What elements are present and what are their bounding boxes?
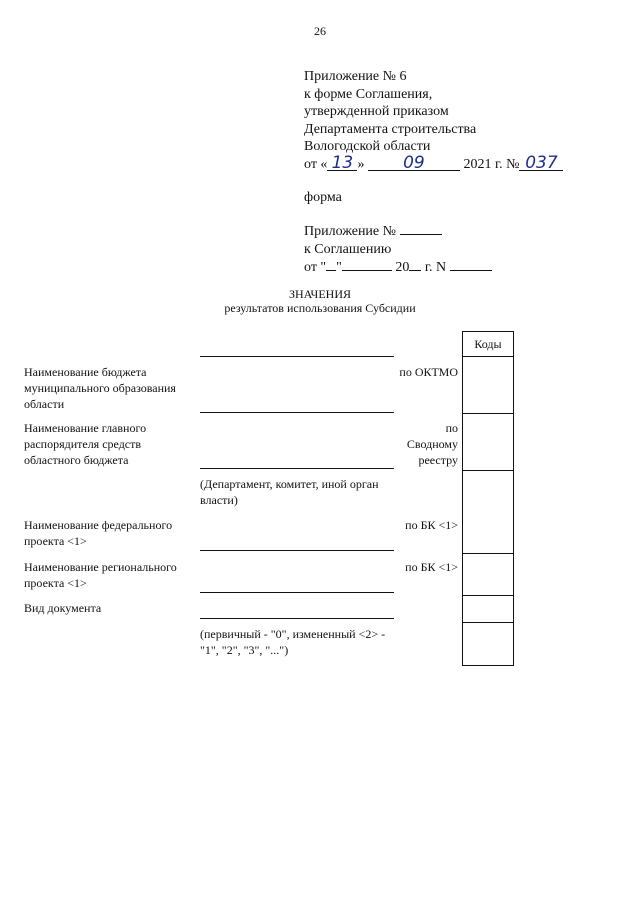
handwritten-number: 037	[519, 156, 563, 171]
header-line: утвержденной приказом	[304, 104, 449, 119]
code-cell-doctype	[463, 595, 513, 622]
doctype-field-line	[200, 618, 394, 619]
manager-note: (Департамент, комитет, иной орган власти)	[200, 477, 379, 507]
regional-project-label: Наименование регионального проекта <1>	[24, 560, 177, 590]
appendix-number-line	[304, 222, 492, 241]
date-year: 2021 г. №	[463, 156, 520, 172]
order-date-line	[304, 152, 563, 174]
header-line: Вологодской области	[304, 139, 431, 154]
number-label: г. N	[424, 260, 447, 275]
handwritten-day: 13	[327, 156, 357, 171]
regional-field-line	[200, 592, 394, 593]
blank-field	[400, 222, 442, 235]
form-label: форма	[304, 190, 342, 205]
budget-field-line	[200, 412, 394, 413]
budget-label: Наименование бюджета муниципального образования области	[24, 365, 176, 411]
header-line: Департамента строительства	[304, 121, 477, 137]
date-close: "	[336, 260, 342, 275]
federal-field-line	[200, 550, 394, 551]
date-mid: »	[357, 156, 365, 172]
blank-field	[409, 258, 421, 271]
code-cell-oktmo	[463, 356, 513, 413]
appendix-block	[304, 222, 492, 277]
code-cell-empty	[463, 622, 513, 665]
appendix-agreement-line: к Соглашению	[304, 241, 392, 257]
blank-field	[326, 258, 336, 271]
page-number: 26	[314, 24, 326, 38]
title-main: ЗНАЧЕНИЯ	[289, 287, 351, 301]
code-cell-registry	[463, 413, 513, 470]
federal-project-label: Наименование федерального проекта <1>	[24, 518, 173, 548]
manager-label: Наименование главного распорядителя средств областного бюджета	[24, 421, 147, 467]
date-prefix: от «	[304, 156, 328, 172]
date-open: от "	[304, 260, 327, 275]
code-cell-bk-federal	[463, 470, 513, 553]
appendix-label: Приложение №	[304, 224, 396, 239]
code-cell-bk-regional	[463, 553, 513, 595]
doctype-label: Вид документа	[24, 601, 102, 615]
federal-code-label: по БК <1>	[405, 518, 458, 532]
budget-code-label: по ОКТМО	[399, 365, 458, 379]
manager-field-line	[200, 468, 394, 469]
codes-header: Коды	[474, 337, 502, 351]
header-line: Приложение № 6	[304, 69, 407, 84]
year-prefix: 20	[395, 260, 410, 275]
underline	[200, 356, 394, 357]
doctype-note: (первичный - "0", измененный <2> - "1", "2", "3", "...")	[200, 627, 386, 657]
blank-field	[342, 258, 392, 271]
regional-code-label: по БК <1>	[405, 560, 458, 574]
header-line: к форме Соглашения,	[304, 86, 433, 102]
handwritten-month: 09	[368, 156, 460, 171]
title-sub: результатов использования Субсидии	[224, 301, 416, 315]
appendix-date-line	[304, 258, 492, 277]
document-title	[0, 287, 640, 315]
appendix-header	[304, 68, 563, 173]
blank-field	[450, 258, 492, 271]
manager-code-label: по Сводному реестру	[406, 421, 458, 467]
codes-table	[462, 331, 514, 666]
